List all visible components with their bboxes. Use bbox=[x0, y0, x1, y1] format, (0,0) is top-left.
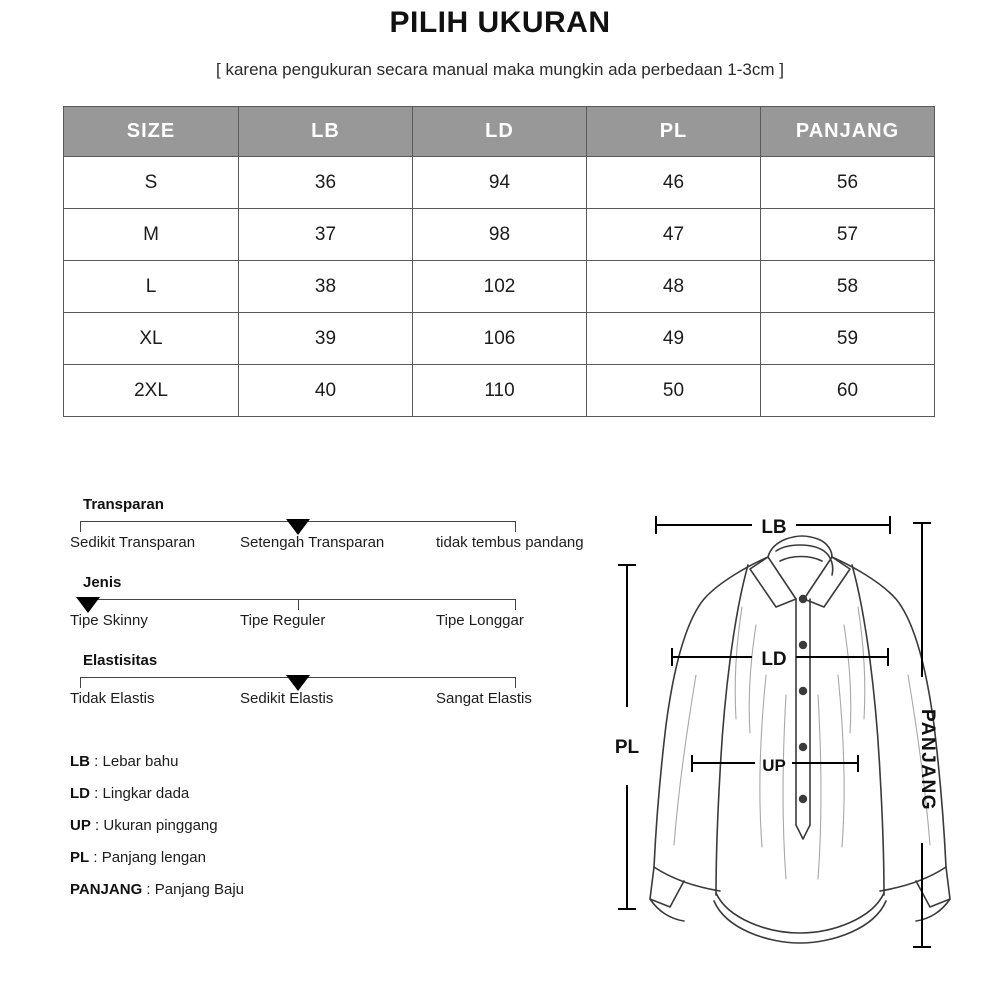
cell-panjang: 57 bbox=[761, 209, 935, 261]
table-header-row bbox=[64, 107, 935, 157]
cell-ld: 110 bbox=[413, 365, 587, 417]
legend-key: PL bbox=[70, 849, 90, 866]
legend-item-ld bbox=[70, 785, 244, 802]
measure-label-pl: PL bbox=[614, 737, 640, 758]
scale-tick-end bbox=[515, 677, 516, 688]
scale-tick-end bbox=[515, 599, 516, 610]
legend-separator: : bbox=[90, 753, 103, 770]
cell-lb: 36 bbox=[239, 157, 413, 209]
cell-size: 2XL bbox=[64, 365, 239, 417]
cell-size: L bbox=[64, 261, 239, 313]
scale-label-low: Tidak Elastis bbox=[70, 690, 155, 707]
scale-transparan bbox=[62, 496, 607, 551]
legend-description: Panjang lengan bbox=[101, 849, 206, 866]
cell-lb: 38 bbox=[239, 261, 413, 313]
garment-measurement-diagram bbox=[600, 495, 1000, 965]
legend-description: Panjang Baju bbox=[154, 881, 244, 898]
scale-tick-end bbox=[515, 521, 516, 532]
cell-size: M bbox=[64, 209, 239, 261]
legend-item-lb bbox=[70, 753, 244, 770]
column-header-size: SIZE bbox=[64, 107, 239, 157]
legend-item-up bbox=[70, 817, 244, 834]
scale-track bbox=[80, 599, 516, 610]
table-row bbox=[64, 209, 935, 261]
cell-panjang: 56 bbox=[761, 157, 935, 209]
measure-label-panjang: PANJANG bbox=[917, 709, 938, 811]
cell-ld: 106 bbox=[413, 313, 587, 365]
legend-separator: : bbox=[90, 785, 103, 802]
scale-label-high: Sangat Elastis bbox=[436, 690, 532, 707]
scale-label-mid: Tipe Reguler bbox=[240, 612, 326, 629]
cell-size: S bbox=[64, 157, 239, 209]
cell-ld: 94 bbox=[413, 157, 587, 209]
cell-pl: 50 bbox=[587, 365, 761, 417]
scale-label-low: Sedikit Transparan bbox=[70, 534, 196, 551]
scale-track bbox=[80, 677, 516, 688]
button-icon bbox=[799, 595, 807, 803]
column-header-pl: PL bbox=[587, 107, 761, 157]
scale-marker-triangle-icon bbox=[286, 675, 310, 691]
cell-ld: 102 bbox=[413, 261, 587, 313]
cell-lb: 37 bbox=[239, 209, 413, 261]
measure-label-lb: LB bbox=[761, 517, 787, 538]
scale-tick-start bbox=[80, 677, 81, 688]
legend-item-panjang bbox=[70, 881, 244, 898]
cell-size: XL bbox=[64, 313, 239, 365]
legend-item-pl bbox=[70, 849, 244, 866]
scale-label-high: tidak tembus pandang bbox=[436, 534, 584, 551]
scale-marker-triangle-icon bbox=[76, 597, 100, 613]
cell-ld: 98 bbox=[413, 209, 587, 261]
column-header-ld: LD bbox=[413, 107, 587, 157]
attribute-scales bbox=[62, 496, 607, 730]
scale-track bbox=[80, 521, 516, 532]
scale-heading: Transparan bbox=[83, 496, 164, 513]
cell-lb: 39 bbox=[239, 313, 413, 365]
table-row bbox=[64, 365, 935, 417]
legend-key: UP bbox=[70, 817, 91, 834]
table-row bbox=[64, 261, 935, 313]
cell-lb: 40 bbox=[239, 365, 413, 417]
legend-description: Lingkar dada bbox=[102, 785, 190, 802]
measurement-legend bbox=[70, 753, 244, 913]
table-row bbox=[64, 313, 935, 365]
legend-separator: : bbox=[89, 849, 102, 866]
legend-separator: : bbox=[90, 817, 104, 834]
scale-label-low: Tipe Skinny bbox=[70, 612, 148, 629]
cell-pl: 48 bbox=[587, 261, 761, 313]
cell-pl: 49 bbox=[587, 313, 761, 365]
column-header-panjang: PANJANG bbox=[761, 107, 935, 157]
scale-tick-mid bbox=[298, 599, 299, 610]
legend-description: Lebar bahu bbox=[102, 753, 179, 770]
scale-heading: Jenis bbox=[83, 574, 122, 591]
measure-label-up: UP bbox=[762, 756, 786, 775]
scale-marker-triangle-icon bbox=[286, 519, 310, 535]
size-chart-table bbox=[63, 106, 935, 417]
cell-panjang: 60 bbox=[761, 365, 935, 417]
legend-separator: : bbox=[142, 881, 155, 898]
cell-pl: 46 bbox=[587, 157, 761, 209]
page-title: PILIH UKURAN bbox=[389, 6, 611, 39]
legend-key: LD bbox=[70, 785, 90, 802]
scale-jenis bbox=[62, 574, 607, 629]
scale-tick-start bbox=[80, 521, 81, 532]
measure-label-ld: LD bbox=[761, 649, 787, 670]
scale-label-mid: Sedikit Elastis bbox=[240, 690, 334, 707]
legend-key: PANJANG bbox=[70, 881, 143, 898]
scale-heading: Elastisitas bbox=[83, 652, 158, 669]
column-header-lb: LB bbox=[239, 107, 413, 157]
scale-label-high: Tipe Longgar bbox=[436, 612, 524, 629]
scale-elastisitas bbox=[62, 652, 607, 707]
legend-key: LB bbox=[70, 753, 90, 770]
cell-panjang: 59 bbox=[761, 313, 935, 365]
table-row bbox=[64, 157, 935, 209]
legend-description: Ukuran pinggang bbox=[103, 817, 218, 834]
measurement-disclaimer: [ karena pengukuran secara manual maka mungkin ada perbedaan 1-3cm ] bbox=[216, 60, 784, 79]
scale-label-mid: Setengah Transparan bbox=[240, 534, 385, 551]
cell-pl: 47 bbox=[587, 209, 761, 261]
cell-panjang: 58 bbox=[761, 261, 935, 313]
